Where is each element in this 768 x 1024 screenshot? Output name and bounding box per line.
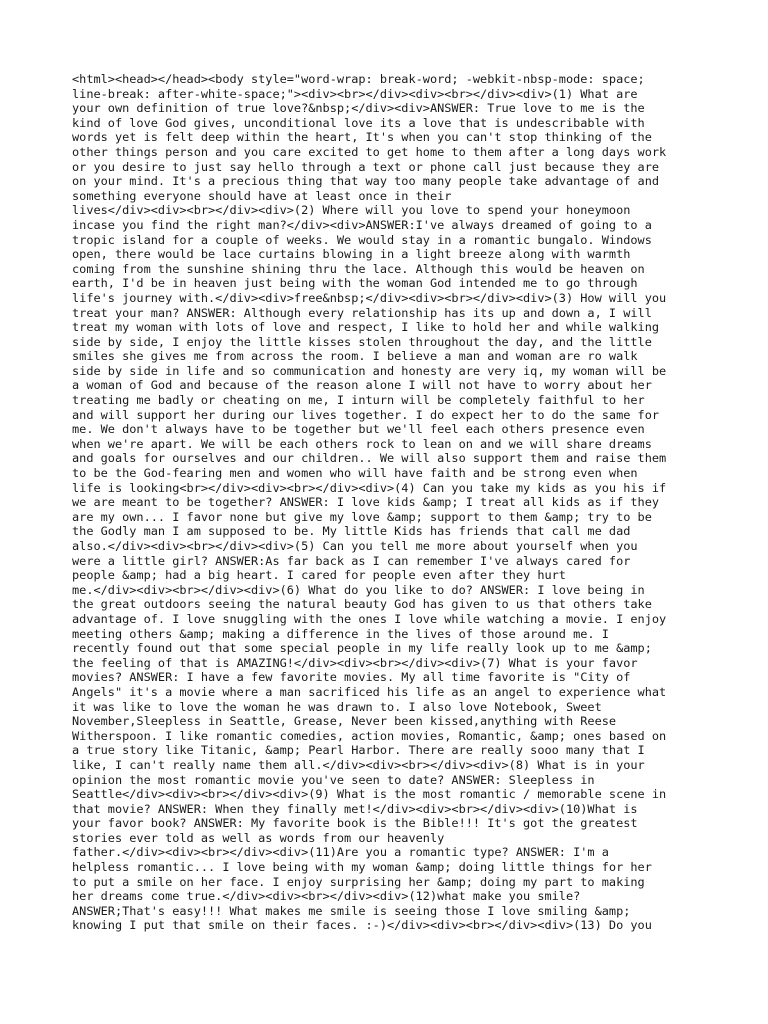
text-line: the Godly man I am supposed to be. My little Kids has friends that call me dad xyxy=(72,524,631,539)
text-line: also.</div><div><br></div><div>(5) Can you tell me more about yourself when you xyxy=(72,539,638,553)
text-line: the feeling of that is AMAZING!</div><div><br></div><div>(7) What is your favor xyxy=(72,655,638,670)
text-line: kind of love God gives, unconditional love its a love that is undescribable with xyxy=(72,115,645,130)
text-line: and will support her during our lives together. I do expect her to do the same for xyxy=(72,407,660,422)
text-line: treating me badly or cheating on me, I inturn will be completely faithful to her xyxy=(72,393,645,408)
text-line: life is looking<br></div><div><br></div><div>(4) Can you take my kids as you his if xyxy=(72,480,667,495)
text-line: other things person and you care excited to get home to them after a long days work xyxy=(72,144,667,159)
text-line: smiles she gives me from across the room. I believe a man and woman are ro walk xyxy=(72,349,638,364)
text-line: recently found out that some special people in my life really look up to me &amp; xyxy=(72,641,652,656)
text-line: ANSWER;That's easy!!! What makes me smile is seeing those I love smiling &amp; xyxy=(72,903,631,918)
text-line: like, I can't really name them all.</div><div><br></div><div>(8) What is in your xyxy=(72,757,645,772)
text-line: life's journey with.</div><div>free&nbsp;</div><div><br></div><div>(3) How will you xyxy=(72,290,667,305)
text-line: a true story like Titanic, &amp; Pearl Harbor. There are really sooo many that I xyxy=(72,743,645,758)
text-line: <html><head></head><body style="word-wrap: break-word; -webkit-nbsp-mode: space; xyxy=(72,72,645,86)
text-line: are my own... I favor none but give my love &amp; support to them &amp; try to be xyxy=(72,509,652,524)
text-line: to be the God-fearing men and women who will have faith and be strong even when xyxy=(72,466,638,481)
text-line: Seattle</div><div><br></div><div>(9) What is the most romantic / memorable scene in xyxy=(72,787,667,802)
text-line: when we're apart. We will be each others rock to lean on and we will share dreams xyxy=(72,436,652,451)
text-line: her dreams come true.</div><div><br></div><div>(12)what make you smile? xyxy=(72,889,581,904)
text-line: me. We don't always have to be together but we'll feel each others presence even xyxy=(72,422,645,437)
text-line: a woman of God and because of the reason alone I will not have to worry about her xyxy=(72,378,652,393)
text-line: movies? ANSWER: I have a few favorite movies. My all time favorite is "City of xyxy=(72,670,631,685)
text-line: it was like to love the woman he was drawn to. I also love Notebook, Sweet xyxy=(72,699,602,714)
text-line: incase you find the right man?</div><div>ANSWER:I've always dreamed of going to a xyxy=(72,217,652,232)
text-line: your own definition of true love?&nbsp;</div><div>ANSWER: True love to me is the xyxy=(72,101,645,116)
text-line: coming from the sunshine shining thru the lace. Although this would be heaven on xyxy=(72,261,645,276)
text-line: earth, I'd be in heaven just being with the woman God intended me to go through xyxy=(72,276,638,291)
text-line: stories ever told as well as words from our heavenly xyxy=(72,830,445,845)
text-line: helpless romantic... I love being with my woman &amp; doing little things for her xyxy=(72,860,652,875)
text-line: people &amp; had a big heart. I cared for people even after they hurt xyxy=(72,568,566,583)
text-line: open, there would be lace curtains blowing in a light breeze along with warmth xyxy=(72,247,631,262)
text-line: we are meant to be together? ANSWER: I love kids &amp; I treat all kids as if they xyxy=(72,495,660,510)
text-line: were a little girl? ANSWER:As far back as I can remember I've always cared for xyxy=(72,553,631,568)
text-line: advantage of. I love snuggling with the ones I love while watching a movie. I enjoy xyxy=(72,611,667,626)
text-line: meeting others &amp; making a difference in the lives of those around me. I xyxy=(72,626,609,641)
text-line: words yet is felt deep within the heart, It's when you can't stop thinking of the xyxy=(72,130,652,145)
text-line: that movie? ANSWER: When they finally met!</div><div><br></div><div>(10)What is xyxy=(72,801,638,816)
text-line: Angels" it's a movie where a man sacrificed his life as an angel to experience what xyxy=(72,684,667,699)
text-line: side by side, I enjoy the little kisses stolen throughout the day, and the little xyxy=(72,334,652,349)
text-line: father.</div><div><br></div><div>(11)Are you a romantic type? ANSWER: I'm a xyxy=(72,845,609,860)
text-line: to put a smile on her face. I enjoy surprising her &amp; doing my part to making xyxy=(72,874,645,889)
text-line: something everyone should have at least once in their xyxy=(72,188,452,203)
text-line: lives</div><div><br></div><div>(2) Where will you love to spend your honeymoon xyxy=(72,203,631,218)
text-line: side by side in life and so communication and honesty are very iq, my woman will be xyxy=(72,363,667,378)
text-line: treat my woman with lots of love and respect, I like to hold her and while walking xyxy=(72,320,660,335)
text-line: on your mind. It's a precious thing that way too many people take advantage of and xyxy=(72,174,660,189)
text-line: opinion the most romantic movie you've seen to date? ANSWER: Sleepless in xyxy=(72,772,595,787)
text-line: the great outdoors seeing the natural beauty God has given to us that others take xyxy=(72,597,652,612)
text-line: your favor book? ANSWER: My favorite book is the Bible!!! It's got the greatest xyxy=(72,816,638,831)
text-line: treat your man? ANSWER: Although every relationship has its up and down a, I will xyxy=(72,305,652,320)
text-line: November,Sleepless in Seattle, Grease, Never been kissed,anything with Reese xyxy=(72,714,617,729)
text-line: me.</div><div><br></div><div>(6) What do you like to do? ANSWER: I love being in xyxy=(72,582,645,597)
text-line: and goals for ourselves and our children.. We will also support them and raise them xyxy=(72,451,667,466)
text-line: line-break: after-white-space;"><div><br></div><div><br></div><div>(1) What are xyxy=(72,86,638,101)
text-line: or you desire to just say hello through a text or phone call just because they are xyxy=(72,159,660,174)
text-line: Witherspoon. I like romantic comedies, action movies, Romantic, &amp; ones based on xyxy=(72,728,667,743)
document-text xyxy=(72,72,702,933)
text-line: knowing I put that smile on their faces. :-)</div><div><br></div><div>(13) Do you xyxy=(72,918,652,933)
text-line: tropic island for a couple of weeks. We would stay in a romantic bungalo. Windows xyxy=(72,232,652,247)
